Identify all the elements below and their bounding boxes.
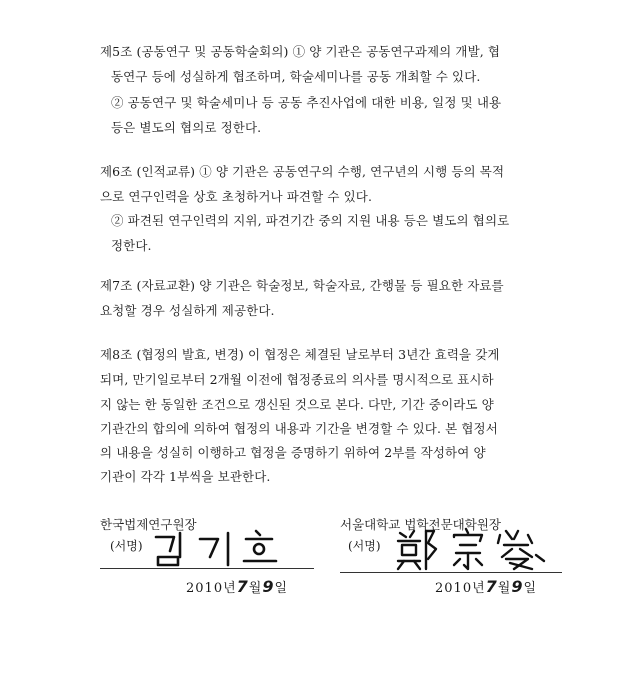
handwritten-signature-right <box>394 525 554 571</box>
article-5-line-2: 동연구 등에 성실하게 협조하며, 학술세미나를 공동 개최할 수 있다. <box>111 69 481 84</box>
article-8-line-3: 지 않는 한 동일한 조건으로 갱신된 것으로 본다. 다만, 기간 중이라도 양 <box>100 397 494 412</box>
date-day-left: 9 <box>262 577 275 596</box>
article-8-line-6: 기관이 각각 1부씩을 보관한다. <box>100 469 271 484</box>
signature-label-right: (서명) <box>348 539 381 553</box>
article-5-line-3: ② 공동연구 및 학술세미나 등 공동 추진사업에 대한 비용, 일정 및 내용 <box>111 95 502 110</box>
date-month-unit-right: 월 <box>497 581 512 596</box>
signature-date-left <box>186 577 288 596</box>
signature-label-left: (서명) <box>110 539 143 553</box>
article-8-line-2: 되며, 만기일로부터 2개월 이전에 협정종료의 의사를 명시적으로 표시하 <box>100 372 494 387</box>
date-day-unit-left: 일 <box>274 581 289 596</box>
article-8-line-5: 의 내용을 성실히 이행하고 협정을 증명하기 위하여 2부를 작성하여 양 <box>100 445 486 460</box>
article-6-line-3: ② 파견된 연구인력의 지위, 파견기간 중의 지원 내용 등은 별도의 협의로 <box>111 213 510 228</box>
article-5-line-1: 제5조 (공동연구 및 공동학술회의) ① 양 기관은 공동연구과제의 개발, 협 <box>100 44 501 59</box>
date-month-right: 7 <box>485 577 498 596</box>
article-8-line-4: 기관간의 합의에 의하여 협정의 내용과 기간을 변경할 수 있다. 본 협정서 <box>100 421 498 436</box>
date-day-right: 9 <box>511 577 524 596</box>
date-month-unit-left: 월 <box>248 581 263 596</box>
article-6-line-2: 으로 연구인력을 상호 초청하거나 파견할 수 있다. <box>100 189 373 204</box>
article-6-line-4: 정한다. <box>111 238 152 253</box>
article-7-line-2: 요청할 경우 성실하게 제공한다. <box>100 303 275 318</box>
signatory-org-left: 한국법제연구원장 <box>100 517 197 532</box>
signature-line-right <box>340 572 562 573</box>
date-month-left: 7 <box>236 577 249 596</box>
date-day-unit-right: 일 <box>523 581 538 596</box>
signatory-org-right: 서울대학교 법학전문대학원장 <box>340 517 501 532</box>
signature-line-left <box>100 568 314 569</box>
date-year-right: 2010년 <box>435 581 486 596</box>
article-8-line-1: 제8조 (협정의 발효, 변경) 이 협정은 체결된 날로부터 3년간 효력을 갖게 <box>100 347 500 362</box>
signature-date-right <box>435 577 537 596</box>
article-5-line-4: 등은 별도의 협의로 정한다. <box>111 120 262 135</box>
handwritten-signature-left <box>148 527 288 569</box>
date-year-left: 2010년 <box>186 581 237 596</box>
article-6-line-1: 제6조 (인적교류) ① 양 기관은 공동연구의 수행, 연구년의 시행 등의 목적 <box>100 164 505 179</box>
article-7-line-1: 제7조 (자료교환) 양 기관은 학술정보, 학술자료, 간행물 등 필요한 자료를 <box>100 278 504 293</box>
